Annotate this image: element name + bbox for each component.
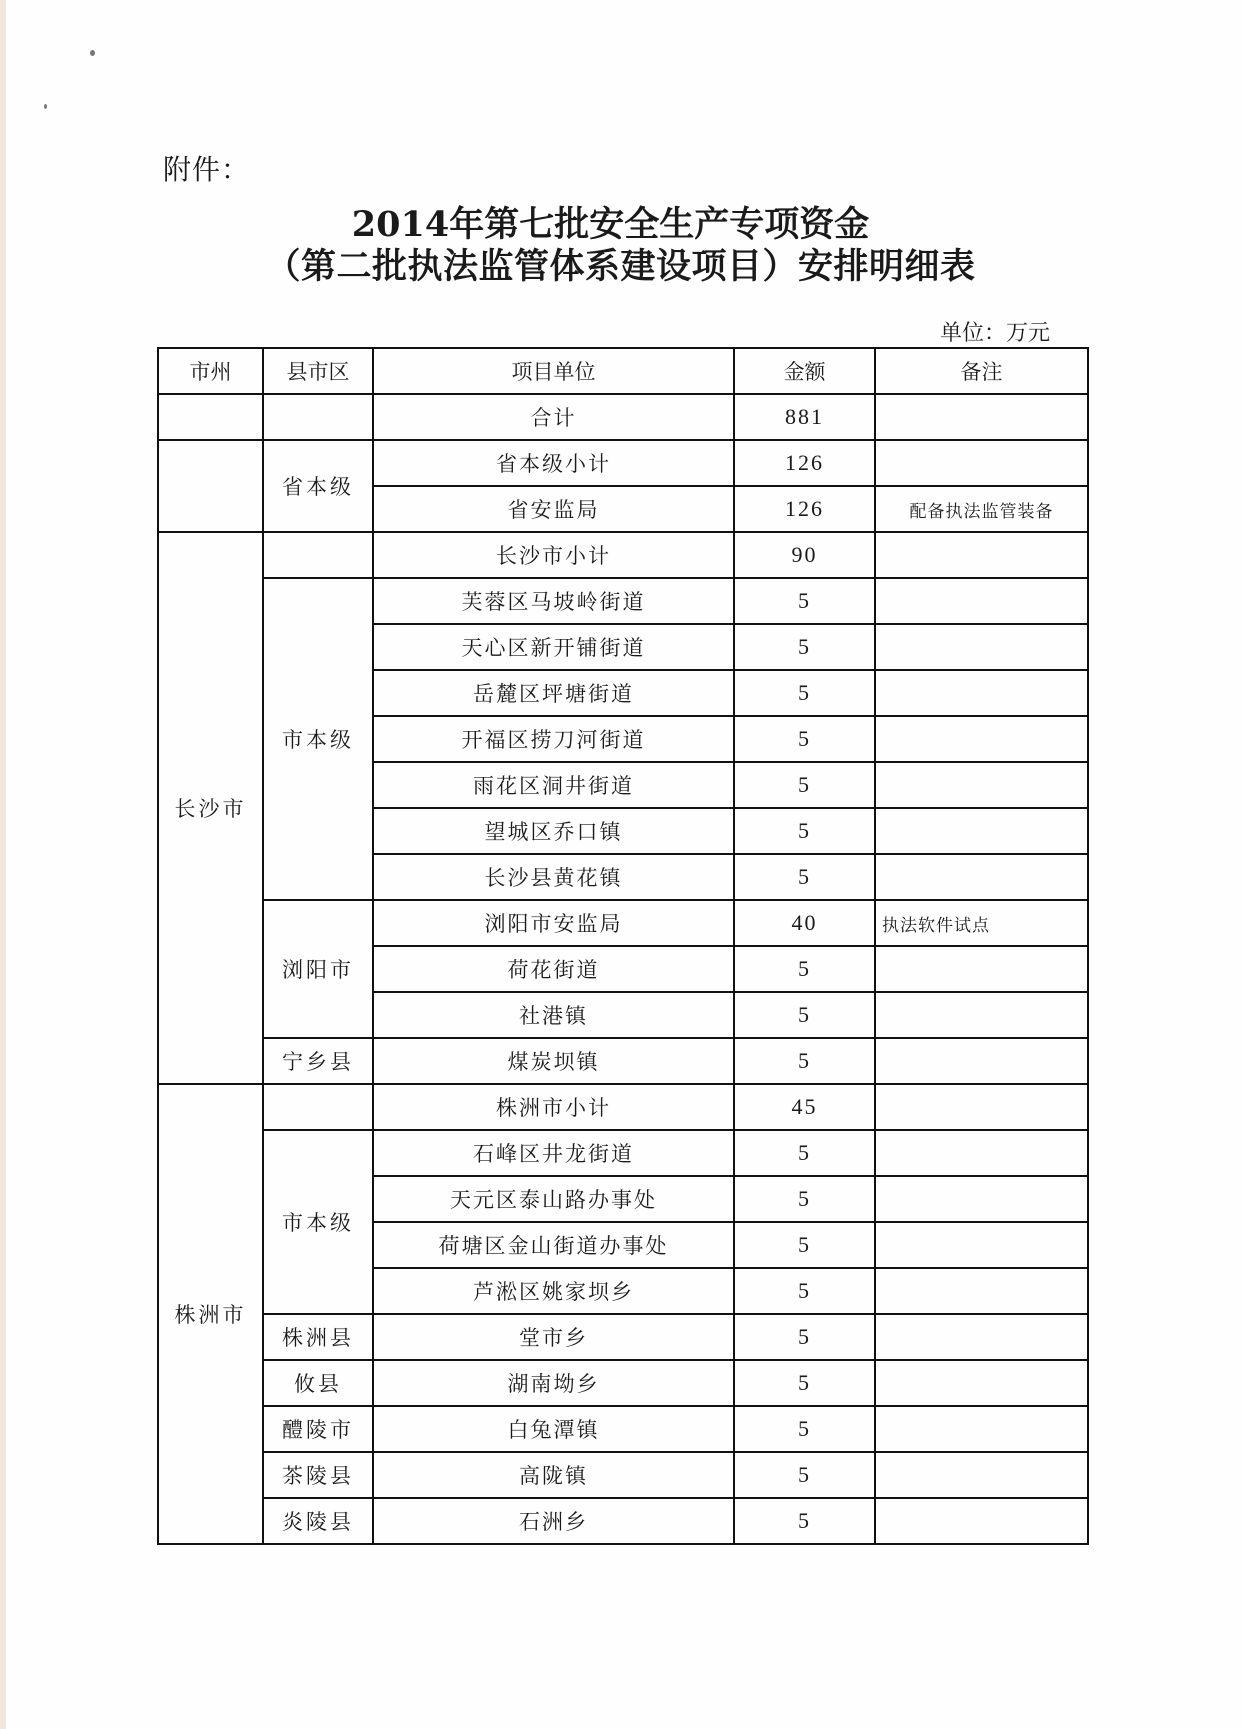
scan-speck <box>90 50 95 56</box>
subtotal-row <box>158 1084 1088 1130</box>
cell-unit: 社港镇 <box>373 992 734 1038</box>
cell-remark <box>875 1130 1088 1176</box>
cell-remark <box>875 1498 1088 1544</box>
cell-unit: 岳麓区坪塘街道 <box>373 670 734 716</box>
cell-remark <box>875 808 1088 854</box>
table-body <box>158 394 1088 1544</box>
cell-remark <box>875 1452 1088 1498</box>
cell-unit: 煤炭坝镇 <box>373 1038 734 1084</box>
cell-district: 炎陵县 <box>263 1498 373 1544</box>
subtotal-row <box>158 532 1088 578</box>
cell-unit: 合计 <box>373 394 734 440</box>
cell-city: 株洲市 <box>158 1084 263 1544</box>
header-district: 县市区 <box>263 348 373 394</box>
cell-amount: 881 <box>734 394 875 440</box>
cell-amount: 5 <box>734 992 875 1038</box>
cell-remark <box>875 578 1088 624</box>
cell-amount: 90 <box>734 532 875 578</box>
cell-district: 醴陵市 <box>263 1406 373 1452</box>
cell-remark <box>875 440 1088 486</box>
cell-unit: 株洲市小计 <box>373 1084 734 1130</box>
cell-district <box>263 1084 373 1130</box>
cell-unit: 石峰区井龙街道 <box>373 1130 734 1176</box>
document-title-line2: （第二批执法监管体系建设项目）安排明细表 <box>265 246 976 287</box>
subtotal-row <box>158 440 1088 486</box>
header-project-unit: 项目单位 <box>373 348 734 394</box>
cell-remark <box>875 394 1088 440</box>
cell-amount: 5 <box>734 1222 875 1268</box>
cell-unit: 雨花区洞井街道 <box>373 762 734 808</box>
header-city: 市州 <box>158 348 263 394</box>
cell-city <box>158 440 263 532</box>
table-row <box>158 578 1088 624</box>
table-row <box>158 1406 1088 1452</box>
cell-city: 长沙市 <box>158 532 263 1084</box>
cell-district: 株洲县 <box>263 1314 373 1360</box>
cell-remark <box>875 1222 1088 1268</box>
cell-unit: 石洲乡 <box>373 1498 734 1544</box>
table-row <box>158 1452 1088 1498</box>
table-row <box>158 1314 1088 1360</box>
cell-amount: 5 <box>734 716 875 762</box>
cell-district: 浏阳市 <box>263 900 373 1038</box>
scan-speck <box>44 104 47 109</box>
cell-district: 市本级 <box>263 1130 373 1314</box>
table-row <box>158 900 1088 946</box>
cell-amount: 45 <box>734 1084 875 1130</box>
cell-remark <box>875 1084 1088 1130</box>
total-row <box>158 394 1088 440</box>
cell-city <box>158 394 263 440</box>
cell-unit: 天元区泰山路办事处 <box>373 1176 734 1222</box>
attachment-label: 附件： <box>163 153 251 186</box>
cell-unit: 湖南坳乡 <box>373 1360 734 1406</box>
cell-unit: 芙蓉区马坡岭街道 <box>373 578 734 624</box>
cell-amount: 126 <box>734 440 875 486</box>
cell-district: 省本级 <box>263 440 373 532</box>
cell-amount: 126 <box>734 486 875 532</box>
cell-remark <box>875 1038 1088 1084</box>
cell-district: 宁乡县 <box>263 1038 373 1084</box>
cell-unit: 芦淞区姚家坝乡 <box>373 1268 734 1314</box>
cell-remark <box>875 624 1088 670</box>
cell-unit: 荷塘区金山街道办事处 <box>373 1222 734 1268</box>
cell-remark <box>875 1176 1088 1222</box>
cell-remark <box>875 670 1088 716</box>
table-header-row <box>158 348 1088 394</box>
cell-remark <box>875 854 1088 900</box>
cell-unit: 省安监局 <box>373 486 734 532</box>
cell-amount: 5 <box>734 1406 875 1452</box>
cell-amount: 5 <box>734 1130 875 1176</box>
document-title-line1: 2014年第七批安全生产专项资金 <box>351 204 870 245</box>
cell-remark <box>875 762 1088 808</box>
cell-remark: 执法软件试点 <box>875 900 1088 946</box>
cell-unit: 荷花街道 <box>373 946 734 992</box>
cell-remark <box>875 1314 1088 1360</box>
cell-remark <box>875 992 1088 1038</box>
cell-amount: 5 <box>734 624 875 670</box>
cell-amount: 5 <box>734 1498 875 1544</box>
cell-amount: 5 <box>734 1038 875 1084</box>
cell-unit: 天心区新开铺街道 <box>373 624 734 670</box>
cell-remark <box>875 532 1088 578</box>
cell-district <box>263 532 373 578</box>
cell-amount: 5 <box>734 1314 875 1360</box>
cell-remark <box>875 946 1088 992</box>
cell-unit: 堂市乡 <box>373 1314 734 1360</box>
cell-amount: 40 <box>734 900 875 946</box>
cell-amount: 5 <box>734 1360 875 1406</box>
header-remark: 备注 <box>875 348 1088 394</box>
cell-amount: 5 <box>734 1176 875 1222</box>
cell-amount: 5 <box>734 670 875 716</box>
cell-amount: 5 <box>734 808 875 854</box>
cell-unit: 长沙县黄花镇 <box>373 854 734 900</box>
cell-amount: 5 <box>734 946 875 992</box>
cell-unit: 高陇镇 <box>373 1452 734 1498</box>
cell-amount: 5 <box>734 762 875 808</box>
cell-remark: 配备执法监管装备 <box>875 486 1088 532</box>
table-row <box>158 1498 1088 1544</box>
cell-unit: 白兔潭镇 <box>373 1406 734 1452</box>
cell-amount: 5 <box>734 578 875 624</box>
cell-district <box>263 394 373 440</box>
header-amount: 金额 <box>734 348 875 394</box>
cell-amount: 5 <box>734 1268 875 1314</box>
cell-unit: 长沙市小计 <box>373 532 734 578</box>
cell-district: 市本级 <box>263 578 373 900</box>
cell-district: 攸县 <box>263 1360 373 1406</box>
cell-unit: 省本级小计 <box>373 440 734 486</box>
cell-remark <box>875 1360 1088 1406</box>
cell-remark <box>875 1268 1088 1314</box>
table-row <box>158 1360 1088 1406</box>
cell-remark <box>875 716 1088 762</box>
cell-amount: 5 <box>734 854 875 900</box>
allocation-table <box>157 347 1089 1545</box>
cell-unit: 浏阳市安监局 <box>373 900 734 946</box>
cell-unit: 开福区捞刀河街道 <box>373 716 734 762</box>
cell-unit: 望城区乔口镇 <box>373 808 734 854</box>
unit-label: 单位：万元 <box>940 321 1051 346</box>
cell-amount: 5 <box>734 1452 875 1498</box>
cell-district: 茶陵县 <box>263 1452 373 1498</box>
table-row <box>158 1038 1088 1084</box>
cell-remark <box>875 1406 1088 1452</box>
table-row <box>158 1130 1088 1176</box>
